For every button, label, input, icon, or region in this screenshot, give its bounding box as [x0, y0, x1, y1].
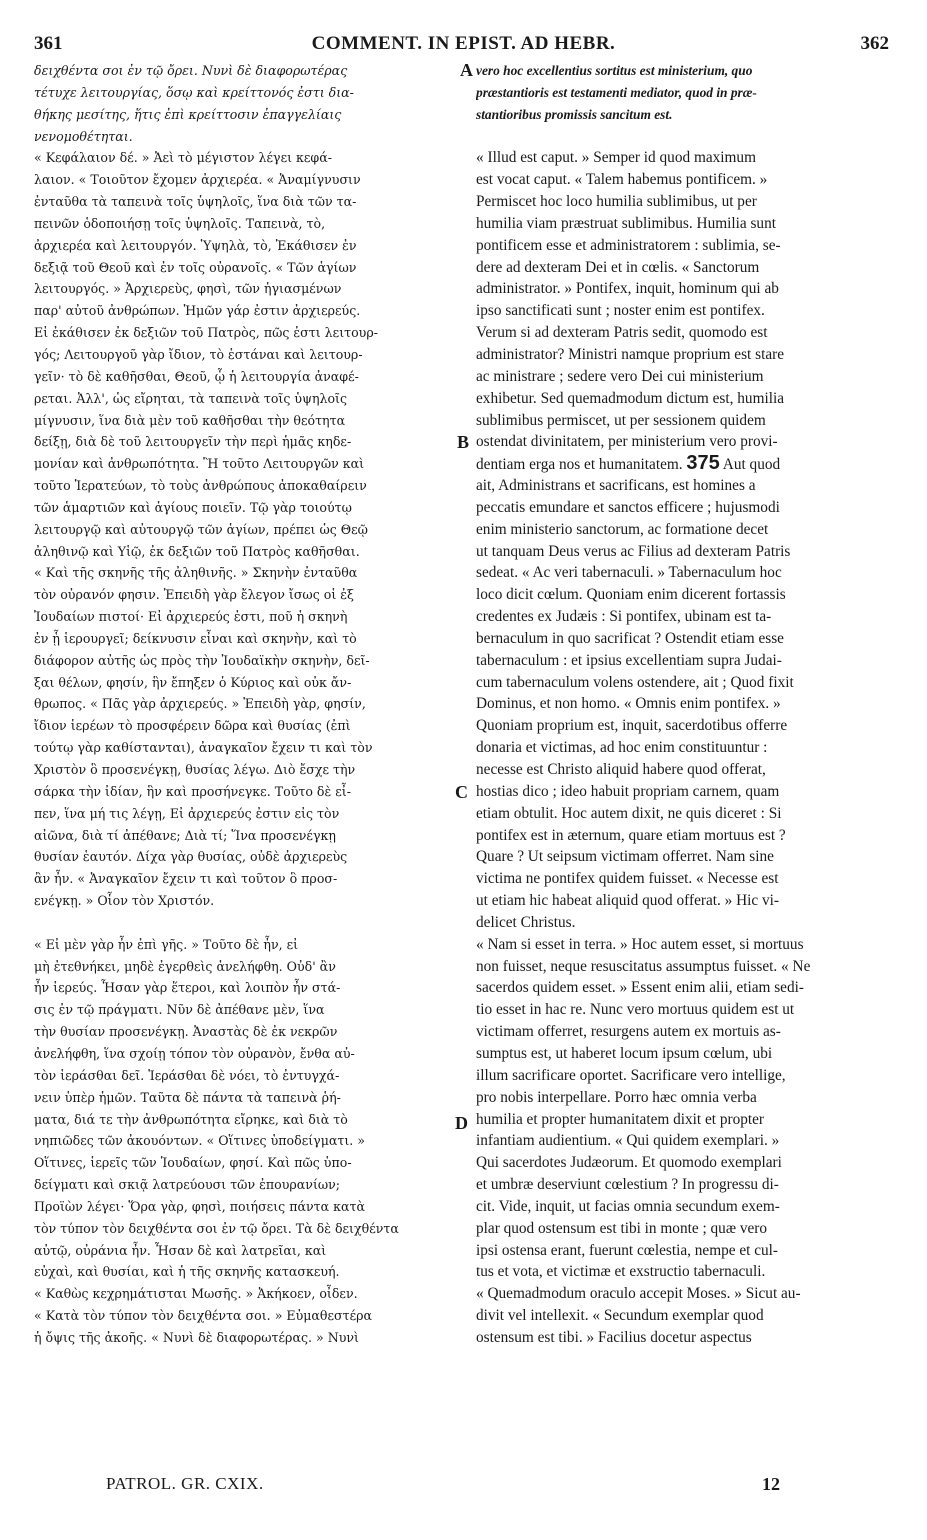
text-line: infantiam audientium. « Qui quidem exemplari. » [476, 1132, 780, 1150]
running-title: COMMENT. IN EPIST. AD HEBR. [311, 33, 616, 54]
text-line: donaria et victimas, ad hoc enim constituuntur : [476, 739, 768, 757]
page-number-right: 362 [860, 33, 889, 54]
text-line: δειχθέντα σοι ἐν τῷ ὄρει. Νυνὶ δὲ διαφορωτέρας [34, 63, 348, 78]
text-line: « Κατὰ τὸν τύπον τὸν δειχθέντα σοι. » Εὐμαθεστέρα [34, 1308, 373, 1324]
text-line: Quare ? Ut seipsum victimam offerret. Nam sine [476, 848, 774, 866]
text-line: vero hoc excellentius sortitus est ministerium, quo [476, 63, 753, 78]
text-line: bernaculum in quo sacrificat ? Ostendit etiam esse [476, 629, 784, 647]
text-line: ενέγκῃ. » Οἷον τὸν Χριστόν. [34, 893, 215, 909]
text-line: Οἵτινες, ἱερεῖς τῶν Ἰουδαίων, φησί. Καὶ πῶς ὑπο- [34, 1155, 352, 1171]
text-line: ut tanquam Deus verus ac Filius ad dexteram Patris [476, 542, 791, 560]
text-line: sacerdos quidem esset. » Essent enim alii, etiam sedi- [476, 979, 804, 997]
text-line: ait, Administrans et sacrificans, est homines a [476, 477, 756, 495]
text-line: cit. Vide, inquit, ut facias omnia secundum exem- [476, 1197, 780, 1215]
text-line: pontificem esse et administratorem : sublimia, se- [476, 236, 781, 254]
page-number-left: 361 [34, 33, 63, 54]
text-line: « Κεφάλαιον δέ. » Ἀεὶ τὸ μέγιστον λέγει κεφά- [34, 150, 333, 166]
text-line: et umbræ deserviunt cœlestium ? In progressu di- [476, 1176, 779, 1194]
text-line: τὸν τύπον τὸν δειχθέντα σοι ἐν τῷ ὄρει. Τὰ δὲ δειχθέντα [34, 1220, 399, 1236]
text-line: ἂν ἦν. « Ἀναγκαῖον ἔχειν τι καὶ τοῦτον ὃ προσ- [34, 871, 338, 887]
text-line: ostendat divinitatem, per ministerium vero provi- [476, 433, 778, 451]
text-line: Permiscet hoc loco humilia sublimibus, ut per [476, 193, 757, 211]
text-line: τὸν οὐρανόν φησιν. Ἐπειδὴ γὰρ ἔλεγον ἴσως οἱ ἐξ [34, 587, 354, 603]
text-line: λειτουργός. » Ἀρχιερεὺς, φησὶ, τῶν ἡγιασμένων [34, 281, 342, 297]
latin-column [476, 60, 890, 1349]
text-line: hostias dico ; ideo habuit propriam carnem, quam [476, 782, 780, 800]
text-line: tabernaculum : et ipsius excellentiam supra Judai- [476, 651, 782, 669]
greek-column [34, 60, 454, 1349]
text-line: ματα, διά τε τὴν ἀνθρωπότητα εἴρηκε, καὶ διὰ τὸ [34, 1111, 348, 1127]
text-line: victimam offerret, resurgens autem ex mortuis as- [476, 1023, 781, 1041]
text-line: δείγματι καὶ σκιᾷ λατρεύουσι τῶν ἐπουρανίων; [34, 1177, 341, 1193]
text-line: Χριστὸν ὃ προσενέγκῃ, θυσίας λέγω. Διὸ ἔσχε τὴν [34, 762, 356, 777]
text-line: exhibetur. Sed quemadmodum dictum est, humilia [476, 389, 785, 407]
margin-marker-a: A [460, 60, 473, 80]
text-line: τὸν ἱεράσθαι δεῖ. Ἱεράσθαι δὲ νόει, τὸ ἐντυγχά- [34, 1067, 340, 1083]
text-line: « Quemadmodum oraculo accepit Moses. » Sicut au- [476, 1285, 801, 1303]
text-line: διάφορον αὐτῆς ὡς πρὸς τὴν Ἰουδαϊκὴν σκηνὴν, δεῖ- [34, 652, 370, 668]
text-line: Quoniam proprium est, inquit, sacerdotibus offerre [476, 717, 788, 735]
text-line: σις ἐν τῷ πράγματι. Νῦν δὲ ἀπέθανε μὲν, ἵνα [34, 1002, 325, 1018]
text-line: ac ministrare ; sedere vero Dei cui ministerium [476, 367, 764, 385]
text-line: « Καὶ τῆς σκηνῆς τῆς ἀληθινῆς. » Σκηνὴν ἐνταῦθα [34, 565, 358, 581]
text-line: λειτουργῷ καὶ αὐτουργῷ τῶν ἁγίων, πρέπει ὡς Θεῷ [34, 521, 368, 537]
text-line: victima ne pontifex quidem fuisset. « Necesse est [476, 870, 779, 888]
text-line: dere ad dexteram Dei et in cœlis. « Sanctorum [476, 258, 760, 276]
text-line: sublimibus permiscet, ut per sessionem quidem [476, 411, 766, 429]
text-line: loco dicit cœlum. Quoniam enim dicerent fortassis [476, 586, 786, 604]
text-line: ἀληθινῷ καὶ Υἱῷ, ἐκ δεξιῶν τοῦ Πατρὸς καθῆσθαι. [34, 543, 360, 559]
text-line: plar quod ostensum est tibi in monte ; quæ vero [476, 1219, 768, 1237]
text-line: μὴ ἐτεθνήκει, μηδὲ ἐγερθεὶς ἀνελήφθη. Οὐδ' ἂν [34, 958, 336, 974]
text-line: est vocat caput. « Talem habemus pontificem. » [476, 171, 768, 189]
text-line-part: dentiam erga nos et humanitatem. [476, 456, 687, 474]
text-line: illum sacrificare oportet. Sacrificare vero intellige, [476, 1066, 786, 1084]
text-line: credentes ex Judæis : Si pontifex, ubinam est ta- [476, 608, 772, 626]
text-line: tus et vota, et victimæ et exstructio tabernaculi. [476, 1263, 766, 1281]
text-line: Qui sacerdotes Judæorum. Et quomodo exemplari [476, 1154, 782, 1172]
footer-volume: PATROL. GR. CXIX. [106, 1474, 264, 1493]
text-line: θρωπος. « Πᾶς γὰρ ἀρχιερεύς. » Ἐπειδὴ γὰρ, φησίν, [34, 696, 366, 712]
text-line: Εἰ ἐκάθισεν ἐκ δεξιῶν τοῦ Πατρὸς, πῶς ἐστι λειτουρ- [34, 325, 378, 341]
text-line: ἐν ᾗ ἱερουργεῖ; δείκνυσιν εἶναι καὶ σκηνὴν, καὶ τὸ [34, 630, 357, 646]
text-line: divit vel intellexit. « Secundum exemplar quod [476, 1307, 764, 1325]
margin-marker-d: D [455, 1113, 468, 1133]
text-line: ἡ ὄψις τῆς ἀκοῆς. « Νυνὶ δὲ διαφορωτέρας. » Νυνὶ [34, 1329, 359, 1345]
text-line: ἴδιον ἱερέων τὸ προσφέρειν δῶρα καὶ θυσίας (ἐπὶ [34, 718, 351, 734]
text-line: γός; Λειτουργοῦ γὰρ ἴδιον, τὸ ἑστάναι καὶ λειτουρ- [34, 346, 363, 362]
text-line: τὴν θυσίαν προσενέγκῃ. Ἀναστὰς δὲ ἐκ νεκρῶν [34, 1024, 338, 1040]
text-line: « Illud est caput. » Semper id quod maximum [476, 149, 756, 167]
text-line: μονίαν καὶ ἀνθρωπότητα. Ἢ τοῦτο Λειτουργῶν καὶ [34, 456, 365, 472]
text-line: δείξῃ, διὰ δὲ τοῦ λειτουργεῖν τὴν περὶ ἡμᾶς κηδε- [34, 434, 352, 450]
text-line: Ἰουδαίων πιστοί· Εἰ ἀρχιερεύς ἐστι, ποῦ ἡ σκηνὴ [34, 609, 348, 625]
text-line [476, 453, 890, 475]
text-line: αὐτῷ, οὐράνια ἦν. Ἦσαν δὲ καὶ λατρεῖαι, καὶ [34, 1242, 327, 1258]
text-line: μίγνυσιν, ἵνα διὰ μὲν τοῦ καθῆσθαι τὴν θεότητα [34, 412, 346, 428]
text-line: νενομοθέτηται. [34, 128, 133, 144]
text-line: tio esset in hac re. Nunc vero mortuus quidem est ut [476, 1001, 795, 1019]
text-line: cum tabernaculum volens ostendere, ait ; Quod fixit [476, 673, 794, 691]
text-line: λαιον. « Τοιοῦτον ἔχομεν ἀρχιερέα. « Ἀναμίγνυσιν [34, 172, 361, 188]
text-line: ξαι θέλων, φησίν, ἣν ἔπηξεν ὁ Κύριος καὶ οὐκ ἄν- [34, 674, 352, 690]
text-line: πεν, ἵνα μή τις λέγῃ, Εἰ ἀρχιερεύς ἐστιν εἰς τὸν [34, 805, 340, 821]
footer-signature: 12 [762, 1474, 780, 1494]
text-line: « Nam si esset in terra. » Hoc autem esset, si mortuus [476, 935, 804, 953]
text-line: « Καθὼς κεχρημάτισται Μωσῆς. » Ἀκήκοεν, οἶδεν. [34, 1286, 358, 1302]
text-line: præstantioris est testamenti mediator, quod in præ- [476, 84, 757, 100]
text-line: Dominus, et non homo. « Omnis enim pontifex. » [476, 695, 781, 713]
text-line: ipsi ostensa erant, fuerunt cœlestia, nempe et cul- [476, 1241, 779, 1259]
text-line: τέτυχε λειτουργίας, ὅσῳ καὶ κρείττονός ἐστι δια- [34, 84, 354, 100]
text-line: stantioribus promissis sancitum est. [476, 106, 673, 122]
text-line: administrator? Ministri namque proprium est stare [476, 345, 784, 363]
text-line: Προϊὼν λέγει· Ὅρα γὰρ, φησὶ, ποιήσεις πάντα κατὰ [34, 1198, 365, 1214]
text-line: τοῦτο Ἱερατεύων, τὸ τοὺς ἀνθρώπους ἀποκαθαίρειν [34, 478, 367, 494]
text-line: enim ministerio sanctorum, ac formatione decet [476, 520, 769, 538]
text-line: τούτῳ γὰρ καθίστανται), ἀναγκαῖον ἔχειν τι καὶ τὸν [34, 740, 373, 756]
text-line-part: Aut quod [719, 456, 781, 474]
text-line: ipso sanctificati sunt ; noster enim est pontifex. [476, 302, 765, 320]
text-line: delicet Christus. [476, 913, 576, 931]
text-line: δεξιᾷ τοῦ Θεοῦ καὶ ἐν τοῖς οὐρανοῖς. « Τῶν ἁγίων [34, 259, 357, 275]
text-line: ἀρχιερέα καὶ λειτουργόν. Ὑψηλὰ, τὸ, Ἐκάθισεν ἐν [34, 237, 357, 253]
text-line: humilia et propter humanitatem dixit et propter [476, 1110, 765, 1128]
text-line: sedeat. « Ac veri tabernaculi. » Tabernaculum hoc [476, 564, 782, 582]
text-line: peccatis emundare et sanctos efficere ; hujusmodi [476, 498, 780, 516]
margin-marker-b: B [457, 432, 470, 452]
text-line: θυσίαν ἑαυτόν. Δίχα γὰρ θυσίας, οὐδὲ ἀρχιερεὺς [34, 849, 348, 865]
text-line: σάρκα τὴν ἰδίαν, ἣν καὶ προσήνεγκε. Τοῦτο δὲ εἶ- [34, 783, 351, 799]
text-line: pro nobis interpellare. Porro hæc omnia verba [476, 1088, 757, 1106]
text-line [476, 126, 890, 148]
text-line: « Εἰ μὲν γὰρ ἦν ἐπὶ γῆς. » Τοῦτο δὲ ἦν, εἰ [34, 936, 299, 952]
text-line: ἦν ἱερεύς. Ἦσαν γὰρ ἕτεροι, καὶ λοιπὸν ἦν στά- [34, 980, 341, 996]
text-line: παρ' αὐτοῦ ἀνθρώπων. Ἡμῶν γάρ ἐστιν ἀρχιερεύς. [34, 303, 361, 319]
text-line [34, 912, 454, 934]
text-line: αἰῶνα, διὰ τί ἀπέθανε; Διὰ τί; Ἵνα προσενέγκῃ [34, 827, 336, 843]
text-line: Verum si ad dexteram Patris sedit, quomodo est [476, 324, 768, 342]
text-line: sumptus est, ut haberet locum ipsum cœlum, ubi [476, 1044, 773, 1062]
text-line: necesse est Christo aliquid habere quod offerat, [476, 761, 766, 778]
text-line: πεινῶν ὁδοποιήσῃ τοῖς ὑψηλοῖς. Ταπεινὰ, τὸ, [34, 215, 326, 231]
text-line: θήκης μεσίτης, ἥτις ἐπὶ κρείττοσιν ἐπαγγελίαις [34, 106, 342, 122]
section-number: 375 [686, 453, 720, 475]
text-line: etiam obtulit. Hoc autem dixit, ne quis diceret : Si [476, 804, 782, 822]
text-line: pontifex est in æternum, quare etiam mortuus est ? [476, 826, 786, 844]
text-line: non fuisset, neque resuscitatus assumptus fuisset. « Ne [476, 957, 811, 975]
text-line: ostensum est tibi. » Facilius docetur aspectus [476, 1328, 752, 1346]
text-line: ρεται. Ἀλλ', ὡς εἴρηται, τὰ ταπεινὰ τοῖς ὑψηλοῖς [34, 390, 348, 406]
text-line: νειν ὑπὲρ ἡμῶν. Ταῦτα δὲ πάντα τὰ ταπεινὰ ῥή- [34, 1089, 341, 1105]
text-line: ἀνελήφθη, ἵνα σχοίῃ τόπον τὸν οὐρανὸν, ἔνθα αὐ- [34, 1045, 355, 1061]
text-line: humilia viam præstruat sublimibus. Humilia sunt [476, 214, 776, 232]
text-line: νηπιῶδες τῶν ἀκουόντων. « Οἵτινες ὑποδείγματι. » [34, 1133, 365, 1149]
text-line: τῶν ἁμαρτιῶν καὶ ἁγίους ποιεῖν. Τῷ γὰρ τοιούτῳ [34, 499, 352, 515]
text-line: ἐνταῦθα τὰ ταπεινὰ τοῖς ὑψηλοῖς, ἵνα διὰ τῶν τα- [34, 194, 357, 210]
text-line: administrator. » Pontifex, inquit, hominum qui ab [476, 280, 779, 298]
text-line: γεῖν· τὸ δὲ καθῆσθαι, Θεοῦ, ᾧ ἡ λειτουργία ἀναφέ- [34, 368, 359, 384]
margin-marker-c: C [455, 782, 468, 802]
text-line: εὐχαὶ, καὶ θυσίαι, καὶ ἡ τῆς σκηνῆς κατασκευή. [34, 1264, 340, 1280]
text-line: ut etiam hic habeat aliquid quod offerat. » Hic vi- [476, 892, 780, 910]
